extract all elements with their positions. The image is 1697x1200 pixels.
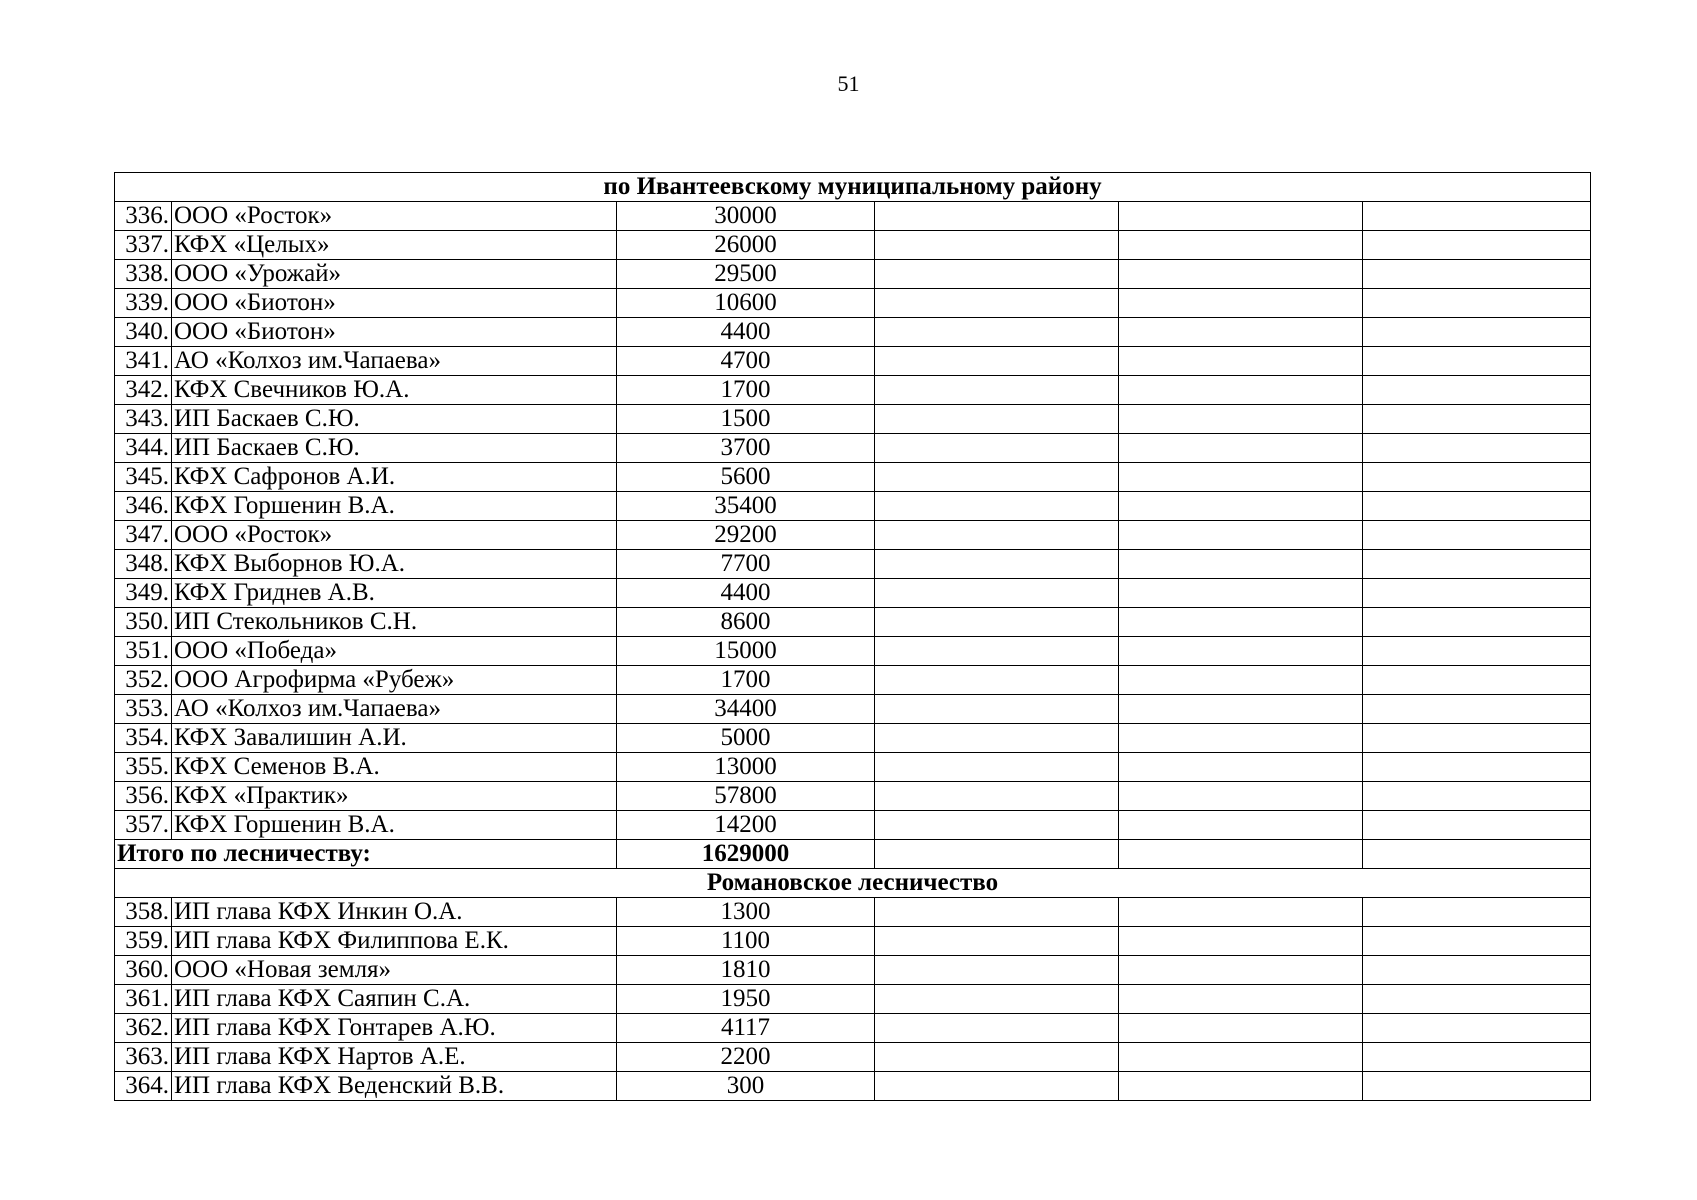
empty-cell: [875, 695, 1119, 724]
empty-cell: [875, 1043, 1119, 1072]
amount-value: 1300: [617, 898, 875, 927]
row-number: 342.: [115, 376, 172, 405]
empty-cell: [1119, 463, 1363, 492]
empty-cell: [1119, 405, 1363, 434]
empty-cell: [875, 608, 1119, 637]
row-number: 343.: [115, 405, 172, 434]
empty-cell: [1363, 753, 1591, 782]
empty-cell: [1363, 1043, 1591, 1072]
organization-name: ИП глава КФХ Веденский В.В.: [172, 1072, 617, 1101]
table-row: [115, 956, 1591, 985]
empty-cell: [1119, 434, 1363, 463]
row-number: 350.: [115, 608, 172, 637]
empty-cell: [1363, 492, 1591, 521]
empty-cell: [1119, 956, 1363, 985]
row-number: 349.: [115, 579, 172, 608]
organization-name: ООО «Росток»: [172, 521, 617, 550]
empty-cell: [1363, 1072, 1591, 1101]
empty-cell: [1119, 753, 1363, 782]
amount-value: 5000: [617, 724, 875, 753]
organization-name: ИП глава КФХ Нартов А.Е.: [172, 1043, 617, 1072]
row-number: 357.: [115, 811, 172, 840]
empty-cell: [1119, 782, 1363, 811]
empty-cell: [1119, 1043, 1363, 1072]
empty-cell: [875, 579, 1119, 608]
empty-cell: [1363, 550, 1591, 579]
empty-cell: [875, 405, 1119, 434]
row-number: 346.: [115, 492, 172, 521]
row-number: 348.: [115, 550, 172, 579]
row-number: 347.: [115, 521, 172, 550]
empty-cell: [875, 956, 1119, 985]
table-row: [115, 347, 1591, 376]
organization-name: ООО «Росток»: [172, 202, 617, 231]
amount-value: 15000: [617, 637, 875, 666]
empty-cell: [875, 318, 1119, 347]
amount-value: 30000: [617, 202, 875, 231]
empty-cell: [1363, 927, 1591, 956]
table-row: [115, 492, 1591, 521]
amount-value: 4400: [617, 579, 875, 608]
empty-cell: [1363, 985, 1591, 1014]
empty-cell: [1363, 840, 1591, 869]
organization-name: ООО «Биотон»: [172, 289, 617, 318]
table-row: [115, 1072, 1591, 1101]
empty-cell: [1119, 318, 1363, 347]
row-number: 352.: [115, 666, 172, 695]
empty-cell: [1363, 405, 1591, 434]
organization-name: ИП глава КФХ Гонтарев А.Ю.: [172, 1014, 617, 1043]
row-number: 363.: [115, 1043, 172, 1072]
amount-value: 1500: [617, 405, 875, 434]
empty-cell: [875, 782, 1119, 811]
organization-name: ИП Баскаев С.Ю.: [172, 434, 617, 463]
empty-cell: [1119, 811, 1363, 840]
empty-cell: [1363, 608, 1591, 637]
amount-value: 29200: [617, 521, 875, 550]
organization-name: ООО «Победа»: [172, 637, 617, 666]
empty-cell: [875, 753, 1119, 782]
empty-cell: [1119, 1072, 1363, 1101]
amount-value: 1700: [617, 666, 875, 695]
empty-cell: [1119, 608, 1363, 637]
empty-cell: [1119, 550, 1363, 579]
amount-value: 4400: [617, 318, 875, 347]
row-number: 344.: [115, 434, 172, 463]
table-row: [115, 985, 1591, 1014]
amount-value: 29500: [617, 260, 875, 289]
empty-cell: [875, 202, 1119, 231]
empty-cell: [1119, 231, 1363, 260]
empty-cell: [875, 898, 1119, 927]
empty-cell: [1363, 579, 1591, 608]
empty-cell: [1363, 463, 1591, 492]
amount-value: 1100: [617, 927, 875, 956]
table-row: [115, 1043, 1591, 1072]
empty-cell: [1363, 637, 1591, 666]
empty-cell: [1363, 811, 1591, 840]
empty-cell: [1363, 695, 1591, 724]
empty-cell: [875, 724, 1119, 753]
empty-cell: [1363, 260, 1591, 289]
empty-cell: [1119, 347, 1363, 376]
organization-name: КФХ Свечников Ю.А.: [172, 376, 617, 405]
table-row: [115, 1014, 1591, 1043]
empty-cell: [1119, 260, 1363, 289]
row-number: 341.: [115, 347, 172, 376]
empty-cell: [875, 260, 1119, 289]
empty-cell: [1119, 840, 1363, 869]
organization-name: КФХ Семенов В.А.: [172, 753, 617, 782]
row-number: 358.: [115, 898, 172, 927]
empty-cell: [1119, 695, 1363, 724]
organization-name: ИП глава КФХ Филиппова Е.К.: [172, 927, 617, 956]
table-row: [115, 695, 1591, 724]
empty-cell: [1363, 724, 1591, 753]
empty-cell: [875, 666, 1119, 695]
amount-value: 34400: [617, 695, 875, 724]
empty-cell: [1363, 434, 1591, 463]
page-number: 51: [837, 71, 860, 96]
organization-name: КФХ Сафронов А.И.: [172, 463, 617, 492]
table-row: [115, 666, 1591, 695]
organization-name: КФХ Гриднев А.В.: [172, 579, 617, 608]
empty-cell: [1119, 492, 1363, 521]
amount-value: 5600: [617, 463, 875, 492]
empty-cell: [1363, 521, 1591, 550]
amount-value: 300: [617, 1072, 875, 1101]
empty-cell: [875, 347, 1119, 376]
organization-name: ООО «Новая земля»: [172, 956, 617, 985]
amount-value: 8600: [617, 608, 875, 637]
amount-value: 26000: [617, 231, 875, 260]
empty-cell: [1363, 782, 1591, 811]
row-number: 340.: [115, 318, 172, 347]
empty-cell: [875, 434, 1119, 463]
row-number: 338.: [115, 260, 172, 289]
row-number: 364.: [115, 1072, 172, 1101]
empty-cell: [1119, 289, 1363, 318]
amount-value: 13000: [617, 753, 875, 782]
amount-value: 1810: [617, 956, 875, 985]
amount-value: 1700: [617, 376, 875, 405]
empty-cell: [875, 376, 1119, 405]
amount-value: 7700: [617, 550, 875, 579]
row-number: 336.: [115, 202, 172, 231]
row-number: 345.: [115, 463, 172, 492]
empty-cell: [1119, 666, 1363, 695]
organization-name: КФХ Завалишин А.И.: [172, 724, 617, 753]
organization-name: АО «Колхоз им.Чапаева»: [172, 695, 617, 724]
table-row: [115, 289, 1591, 318]
table-row: [115, 463, 1591, 492]
row-number: 337.: [115, 231, 172, 260]
allocation-table: [114, 172, 1591, 1101]
empty-cell: [1363, 202, 1591, 231]
empty-cell: [1119, 724, 1363, 753]
table-row: [115, 579, 1591, 608]
empty-cell: [1363, 956, 1591, 985]
table-row: [115, 782, 1591, 811]
table-row: [115, 231, 1591, 260]
empty-cell: [875, 463, 1119, 492]
amount-value: 4700: [617, 347, 875, 376]
row-number: 361.: [115, 985, 172, 1014]
row-number: 351.: [115, 637, 172, 666]
table-row: [115, 318, 1591, 347]
amount-value: 35400: [617, 492, 875, 521]
table-row: [115, 724, 1591, 753]
amount-value: 3700: [617, 434, 875, 463]
organization-name: КФХ «Целых»: [172, 231, 617, 260]
organization-name: КФХ «Практик»: [172, 782, 617, 811]
empty-cell: [875, 985, 1119, 1014]
table-body: [115, 173, 1591, 1101]
row-number: 355.: [115, 753, 172, 782]
empty-cell: [1363, 898, 1591, 927]
row-number: 359.: [115, 927, 172, 956]
empty-cell: [1119, 898, 1363, 927]
organization-name: КФХ Выборнов Ю.А.: [172, 550, 617, 579]
organization-name: АО «Колхоз им.Чапаева»: [172, 347, 617, 376]
row-number: 360.: [115, 956, 172, 985]
organization-name: ИП глава КФХ Инкин О.А.: [172, 898, 617, 927]
total-row: [115, 840, 1591, 869]
empty-cell: [875, 521, 1119, 550]
empty-cell: [1119, 579, 1363, 608]
section-header-row: [115, 869, 1591, 898]
organization-name: ИП глава КФХ Саяпин С.А.: [172, 985, 617, 1014]
empty-cell: [875, 811, 1119, 840]
empty-cell: [875, 550, 1119, 579]
row-number: 353.: [115, 695, 172, 724]
empty-cell: [1363, 318, 1591, 347]
empty-cell: [1119, 202, 1363, 231]
organization-name: ООО Агрофирма «Рубеж»: [172, 666, 617, 695]
section-header-row: [115, 173, 1591, 202]
empty-cell: [875, 492, 1119, 521]
organization-name: КФХ Горшенин В.А.: [172, 811, 617, 840]
table-row: [115, 434, 1591, 463]
empty-cell: [1119, 637, 1363, 666]
table-row: [115, 898, 1591, 927]
amount-value: 14200: [617, 811, 875, 840]
organization-name: ООО «Урожай»: [172, 260, 617, 289]
table-row: [115, 550, 1591, 579]
table-row: [115, 376, 1591, 405]
empty-cell: [1119, 985, 1363, 1014]
empty-cell: [1363, 347, 1591, 376]
empty-cell: [1119, 927, 1363, 956]
table-row: [115, 811, 1591, 840]
section-title: по Ивантеевскому муниципальному району: [115, 173, 1591, 202]
table-row: [115, 637, 1591, 666]
empty-cell: [875, 1014, 1119, 1043]
empty-cell: [875, 927, 1119, 956]
empty-cell: [875, 1072, 1119, 1101]
empty-cell: [1363, 1014, 1591, 1043]
empty-cell: [1363, 376, 1591, 405]
organization-name: ООО «Биотон»: [172, 318, 617, 347]
empty-cell: [1363, 289, 1591, 318]
table-row: [115, 521, 1591, 550]
amount-value: 10600: [617, 289, 875, 318]
amount-value: 4117: [617, 1014, 875, 1043]
table-row: [115, 927, 1591, 956]
row-number: 362.: [115, 1014, 172, 1043]
row-number: 356.: [115, 782, 172, 811]
table-row: [115, 608, 1591, 637]
empty-cell: [1119, 376, 1363, 405]
amount-value: 57800: [617, 782, 875, 811]
empty-cell: [875, 840, 1119, 869]
empty-cell: [1119, 521, 1363, 550]
table-row: [115, 202, 1591, 231]
table-row: [115, 753, 1591, 782]
table-row: [115, 260, 1591, 289]
amount-value: 2200: [617, 1043, 875, 1072]
empty-cell: [875, 289, 1119, 318]
organization-name: ИП Стекольников С.Н.: [172, 608, 617, 637]
row-number: 354.: [115, 724, 172, 753]
empty-cell: [875, 637, 1119, 666]
amount-value: 1950: [617, 985, 875, 1014]
empty-cell: [1363, 231, 1591, 260]
empty-cell: [1363, 666, 1591, 695]
organization-name: КФХ Горшенин В.А.: [172, 492, 617, 521]
total-amount: 1629000: [617, 840, 875, 869]
table-row: [115, 405, 1591, 434]
empty-cell: [875, 231, 1119, 260]
section-title: Романовское лесничество: [115, 869, 1591, 898]
row-number: 339.: [115, 289, 172, 318]
total-label: Итого по лесничеству:: [115, 840, 617, 869]
empty-cell: [1119, 1014, 1363, 1043]
organization-name: ИП Баскаев С.Ю.: [172, 405, 617, 434]
